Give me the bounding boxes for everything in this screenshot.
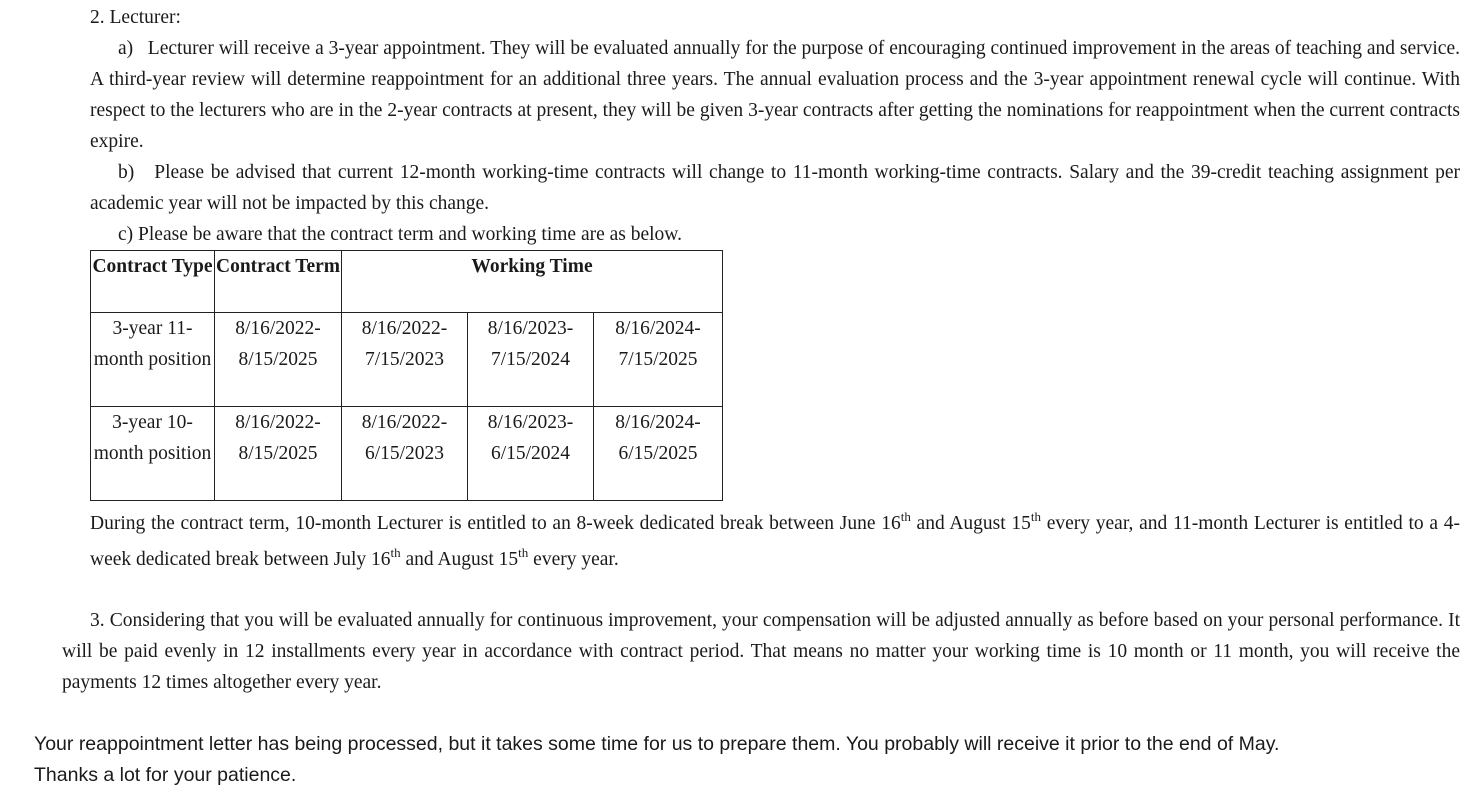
- cell-contract-type: 3-year 11-month position: [91, 313, 215, 407]
- cell-working-period: 8/16/2023-6/15/2024: [468, 407, 594, 501]
- closing-line-1: Your reappointment letter has being processed, but it takes some time for us to prepare them. You probably will receive it prior to the end of May.: [34, 733, 1280, 755]
- contract-terms-table: [90, 250, 723, 501]
- item-c-text: Please be aware that the contract term and working time are as below.: [138, 224, 683, 245]
- break-note-part-3: every year, and 11-month Lecturer is entitled to a 4-week dedicated break between July 16: [90, 513, 1460, 570]
- cell-working-period: 8/16/2024-7/15/2025: [594, 313, 723, 407]
- break-note-part-1: During the contract term, 10-month Lecturer is entitled to an 8-week dedicated break between June 16: [90, 513, 901, 534]
- header-working-time: Working Time: [342, 251, 723, 313]
- item-a-text: Lecturer will receive a 3-year appointment. They will be evaluated annually for the purpose of encouraging continued improvement in the areas of teaching and service. A third-year review will determine reappointment for an additional three years. The annual evaluation process and the 3-year appointment renewal cycle will continue. With respect to the lecturers who are in the 2-year contracts at present, they will be given 3-year contracts after getting the nominations for reappointment when the current contracts expire.: [90, 38, 1460, 152]
- item-b-marker: b): [118, 162, 135, 183]
- cell-working-period: 8/16/2024-6/15/2025: [594, 407, 723, 501]
- break-note-part-4: and August 15: [400, 549, 519, 570]
- item-b-text: Please be advised that current 12-month working-time contracts will change to 11-month working-time contracts. Salary and the 39-credit teaching assignment per academic year will not be impacted by this change.: [90, 162, 1460, 214]
- paragraph-item-a: [90, 33, 1460, 157]
- ordinal-suffix: th: [1030, 509, 1042, 524]
- closing-line-2: Thanks a lot for your patience.: [34, 764, 297, 786]
- break-note-part-5: every year.: [528, 549, 619, 570]
- paragraph-item-b: [90, 157, 1460, 219]
- break-note-part-2: and August 15: [910, 513, 1031, 534]
- item-c-marker: c): [118, 224, 134, 245]
- ordinal-suffix: th: [900, 509, 911, 524]
- paragraph-item-c: [118, 219, 1018, 250]
- section-heading-lecturer: 2. Lecturer:: [90, 7, 181, 28]
- cell-contract-term: 8/16/2022-8/15/2025: [215, 407, 342, 501]
- cell-contract-term: 8/16/2022-8/15/2025: [215, 313, 342, 407]
- header-contract-term: Contract Term: [215, 251, 342, 313]
- cell-working-period: 8/16/2022-7/15/2023: [342, 313, 468, 407]
- ordinal-suffix: th: [518, 545, 529, 560]
- item-a-marker: a): [118, 38, 134, 59]
- table-row: [91, 407, 723, 501]
- header-contract-type: Contract Type: [91, 251, 215, 313]
- paragraph-compensation: 3. Considering that you will be evaluated annually for continuous improvement, your compensation will be adjusted annually as before based on your personal performance. It will be paid evenly in 12 installments every year in accordance with contract period. That means no matter your working time is 10 month or 11 month, you will receive the payments 12 times altogether every year.: [62, 610, 1460, 693]
- table-header-row: [91, 251, 723, 313]
- ordinal-suffix: th: [390, 545, 401, 560]
- table-row: [91, 313, 723, 407]
- cell-contract-type: 3-year 10-month position: [91, 407, 215, 501]
- cell-working-period: 8/16/2022-6/15/2023: [342, 407, 468, 501]
- cell-working-period: 8/16/2023-7/15/2024: [468, 313, 594, 407]
- paragraph-break-note: [90, 506, 1460, 578]
